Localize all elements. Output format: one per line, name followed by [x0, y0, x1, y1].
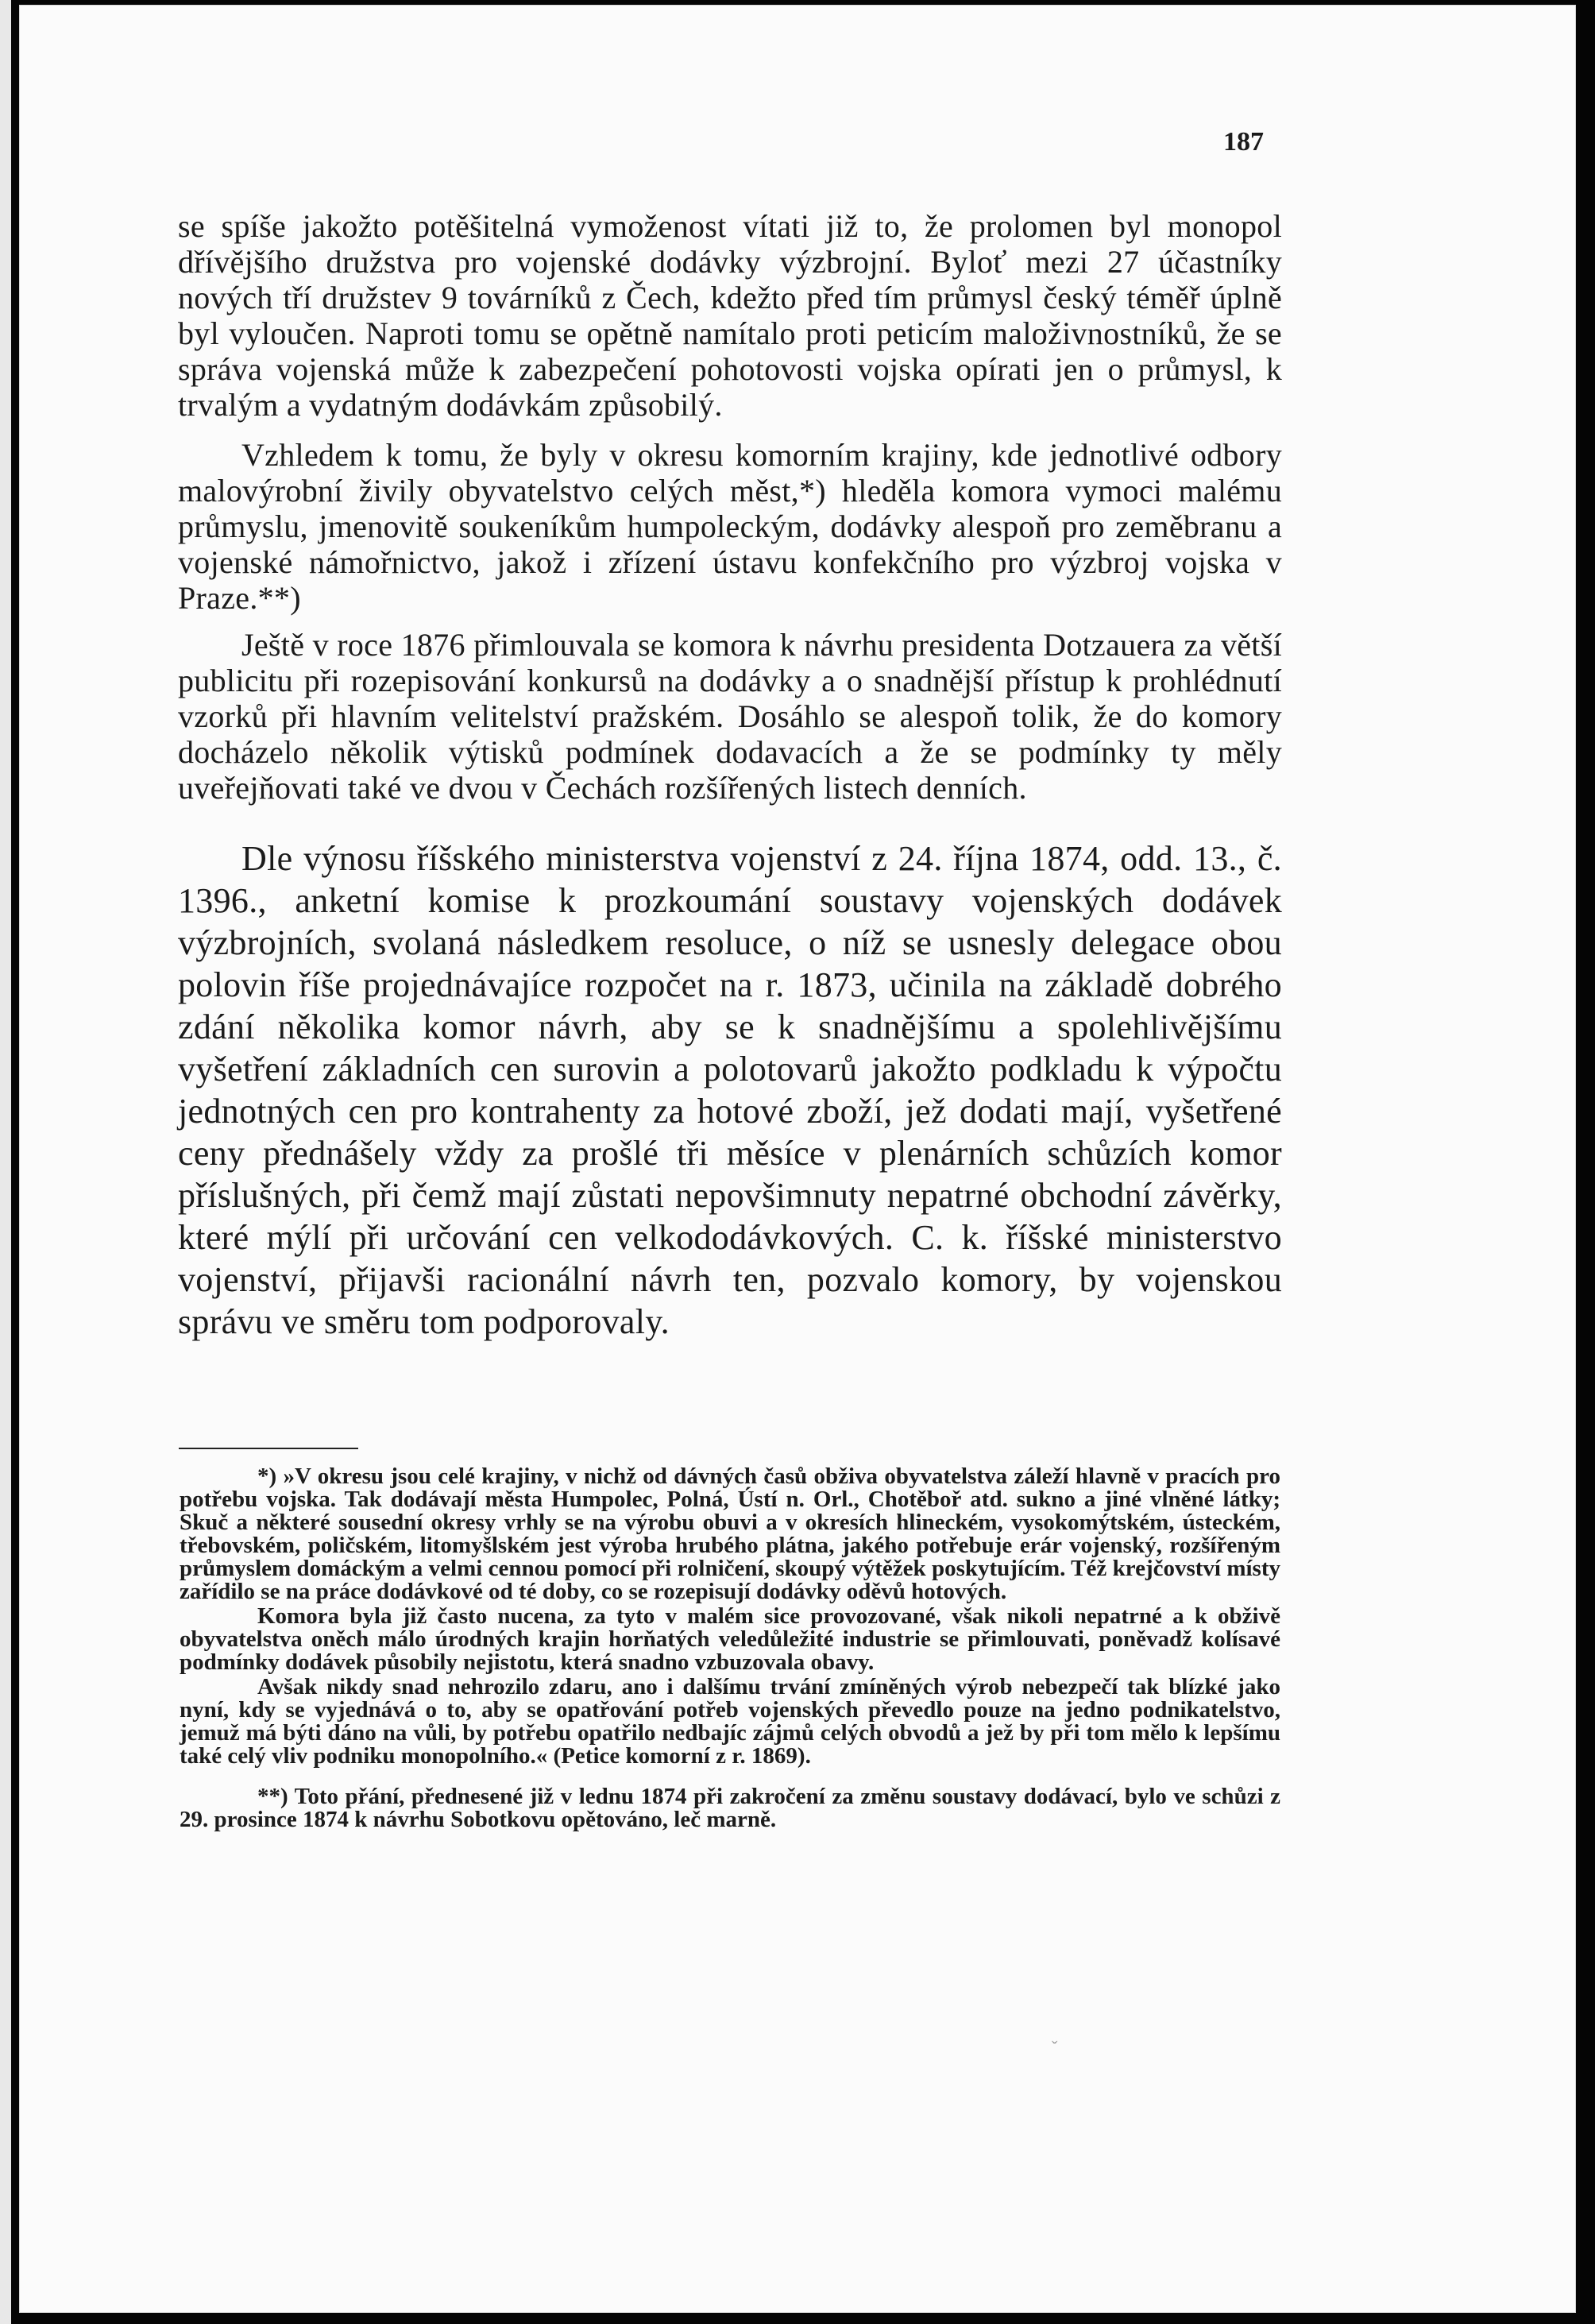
page-number: 187 — [1223, 127, 1264, 157]
footnote-2: **) Toto přání, přednesené již v lednu 1874 při zakročení za změnu soustavy dodávací, bylo ve schůzi z 29. prosince 1874 k návrhu Sobotkovu opětováno, leč marně. — [180, 1784, 1280, 1832]
body-text — [178, 208, 1282, 1343]
footnote-separator — [179, 1448, 358, 1449]
footnote-1-continuation-b: Avšak nikdy snad nehrozilo zdaru, ano i dalšímu trvání zmíněných výrob nebezpečí tak blízké jako nyní, kdy se vyjednává o to, aby se opatřování potřeb vojenských převedlo pouze na jedno podnikatelstvo, jemuž má býti dáno na vůli, by potřebu opatřilo nedbajíc zájmů celých obvodů a jež by při tom mělo k lepšímu také celý vliv podniku monopolního.« (Petice komorní z r. 1869). — [180, 1674, 1280, 1769]
scan-speck: ˇ — [1052, 2037, 1058, 2057]
paragraph-humpolec: Vzhledem k tomu, že byly v okresu komorním krajiny, kde jednotlivé odbory malovýrobní živily obyvatelstvo celých měst,*) hleděla komora vymoci malému průmyslu, jmenovitě soukeníkům humpoleckým, dodávky alespoň pro zeměbranu a vojenské námořnictvo, jakož i zřízení ústavu konfekčního pro výzbroj vojska v Praze.**) — [178, 437, 1282, 616]
footnotes — [180, 1465, 1280, 1831]
footnote-1: *) »V okresu jsou celé krajiny, v nichž od dávných časů obživa obyvatelstva záleží hlavně v pracích pro potřebu vojska. Tak dodávají města Humpolec, Polná, Ústí n. Orl., Chotěboř atd. sukno a jiné vlněné látky; Skuč a některé sousední okresy vrhly se na výrobu obuvi a v okresích hlineckém, vysokomýtském, ústeckém, třebovském, poličském, litomyšlském jest výroba hrubého plátna, jakého potřebuje erár vojenský, rozšířeným průmyslem domáckým a velmi cennou pomocí při rolničení, skoupý výtěžek poskytujícím. Též krejčovství místy zařídilo se na práce dodávkové od té doby, co se rozepisují dodávky oděvů hotových. — [180, 1464, 1280, 1604]
paragraph-ministry-decree: Dle výnosu říšského ministerstva vojenství z 24. října 1874, odd. 13., č. 1396., anketní komise k prozkoumání soustavy vojenských dodávek výzbrojních, svolaná následkem resoluce, o níž se usnesly delegace obou polovin říše projednávajíce rozpočet na r. 1873, učinila na základě dobrého zdání několika komor návrh, aby se k snadnějšímu a spolehlivějšímu vyšetření základních cen surovin a polotovarů jakožto podkladu k výpočtu jednotných cen pro kontrahenty za hotové zboží, jež dodati mají, vyšetřené ceny přednášely vždy za prošlé tři měsíce v plenárních schůzích komor příslušných, při čemž mají zůstati nepovšimnuty nepatrné obchodní závěrky, které mýlí při určování cen velkododávkových. C. k. říšské ministerstvo vojenství, přijavši racionální návrh ten, pozvalo komory, by vojenskou správu ve směru tom podporovaly. — [178, 839, 1282, 1341]
previous-page-edge — [0, 0, 11, 2324]
paragraph-dotzauer: Ještě v roce 1876 přimlouvala se komora k návrhu presidenta Dotzauera za větší publicitu při rozepisování konkursů na dodávky a o snadnější přístup k prohlédnutí vzorků při hlavním velitelství pražském. Dosáhlo se alespoň tolik, že do komory docházelo několik výtisků podmínek dodavacích a že se podmínky ty měly uveřejňovati také ve dvou v Čechách rozšířených listech denních. — [178, 627, 1282, 806]
footnote-1-continuation-a: Komora byla již často nucena, za tyto v malém sice provozované, však nikoli nepatrné a k obživě obyvatelstva oněch málo úrodných krajin horňatých veledůležité industrie se přimlouvati, poněvadž kolísavé podmínky dodávek působily nejistotu, která snadno vzbuzovala obavy. — [180, 1603, 1280, 1675]
paragraph-continuation: se spíše jakožto potěšitelná vymoženost vítati již to, že prolomen byl monopol dřívějšího družstva pro vojenské dodávky výzbrojní. Byloť mezi 27 účastníky nových tří družstev 9 továrníků z Čech, kdežto před tím průmysl český téměř úplně byl vyloučen. Naproti tomu se opětně namítalo proti peticím maloživnostníků, že se správa vojenská může k zabezpečení pohotovosti vojska opírati jen o průmysl, k trvalým a vydatným dodávkám způsobilý. — [178, 208, 1282, 423]
